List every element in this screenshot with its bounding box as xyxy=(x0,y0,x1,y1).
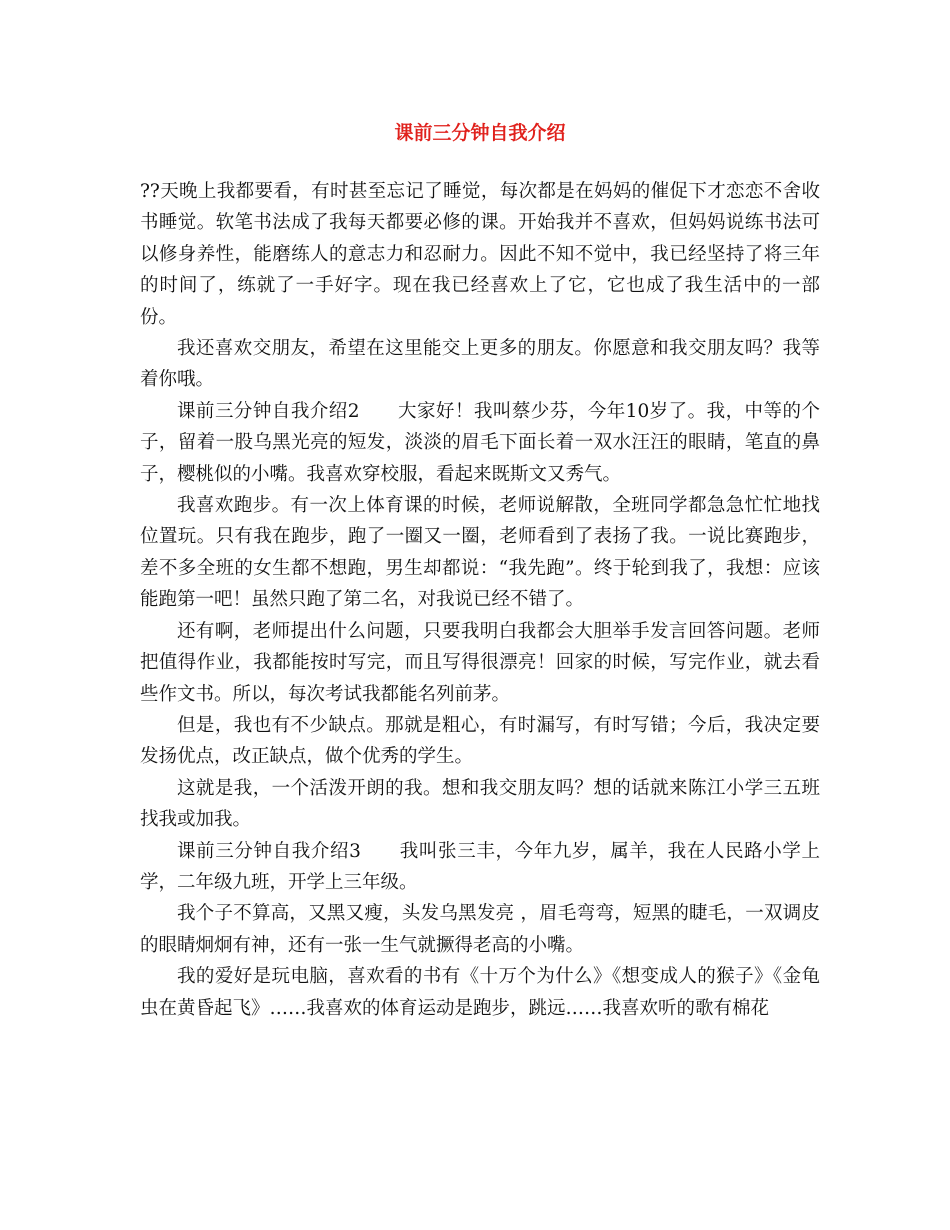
paragraph-1: ??天晚上我都要看，有时甚至忘记了睡觉，每次都是在妈妈的催促下才恋恋不舍收书睡觉。软笔书法成了我每天都要必修的课。开始我并不喜欢，但妈妈说练书法可以修身养性，能磨练人的意志力和忍耐力。因此不知不觉中，我已经坚持了将三年的时间了，练就了一手好字。现在我已经喜欢上了它，它也成了我生活中的一部份。 xyxy=(140,181,820,328)
paragraph-5: 还有啊，老师提出什么问题，只要我明白我都会大胆举手发言回答问题。老师把值得作业，我都能按时写完，而且写得很漂亮！回家的时候，写完作业，就去看些作文书。所以，每次考试我都能名列前茅。 xyxy=(140,620,820,705)
paragraph-4: 我喜欢跑步。有一次上体育课的时候，老师说解散，全班同学都急急忙忙地找位置玩。只有我在跑步，跑了一圈又一圈，老师看到了表扬了我。一说比赛跑步，差不多全班的女生都不想跑，男生却都说：“我先跑”。终于轮到我了，我想：应该能跑第一吧！虽然只跑了第二名，对我说已经不错了。 xyxy=(140,495,820,611)
document-page xyxy=(140,118,820,1024)
paragraph-3: 课前三分钟自我介绍2 大家好！我叫蔡少芬，今年10岁了。我，中等的个子，留着一股乌黑光亮的短发，淡淡的眉毛下面长着一双水汪汪的眼睛，笔直的鼻子，樱桃似的小嘴。我喜欢穿校服，看起来既斯文又秀气。 xyxy=(140,400,820,485)
document-body xyxy=(140,176,820,1024)
paragraph-7: 这就是我，一个活泼开朗的我。想和我交朋友吗？想的话就来陈江小学三五班找我或加我。 xyxy=(140,777,820,831)
paragraph-8: 课前三分钟自我介绍3 我叫张三丰，今年九岁，属羊，我在人民路小学上学，二年级九班，开学上三年级。 xyxy=(140,840,820,893)
paragraph-9: 我个子不算高，又黑又瘦，头发乌黑发亮 ，眉毛弯弯，短黑的睫毛，一双调皮的眼睛炯炯有神，还有一张一生气就撅得老高的小嘴。 xyxy=(140,903,820,956)
paragraph-10: 我的爱好是玩电脑，喜欢看的书有《十万个为什么》《想变成人的猴子》《金龟虫在黄昏起飞》……我喜欢的体育运动是跑步，跳远……我喜欢听的歌有棉花 xyxy=(140,966,820,1019)
paragraph-2: 我还喜欢交朋友，希望在这里能交上更多的朋友。你愿意和我交朋友吗？我等着你哦。 xyxy=(140,338,820,391)
paragraph-6: 但是，我也有不少缺点。那就是粗心，有时漏写，有时写错；今后，我决定要发扬优点，改正缺点，做个优秀的学生。 xyxy=(140,714,820,768)
document-title: 课前三分钟自我介绍 xyxy=(394,122,566,144)
